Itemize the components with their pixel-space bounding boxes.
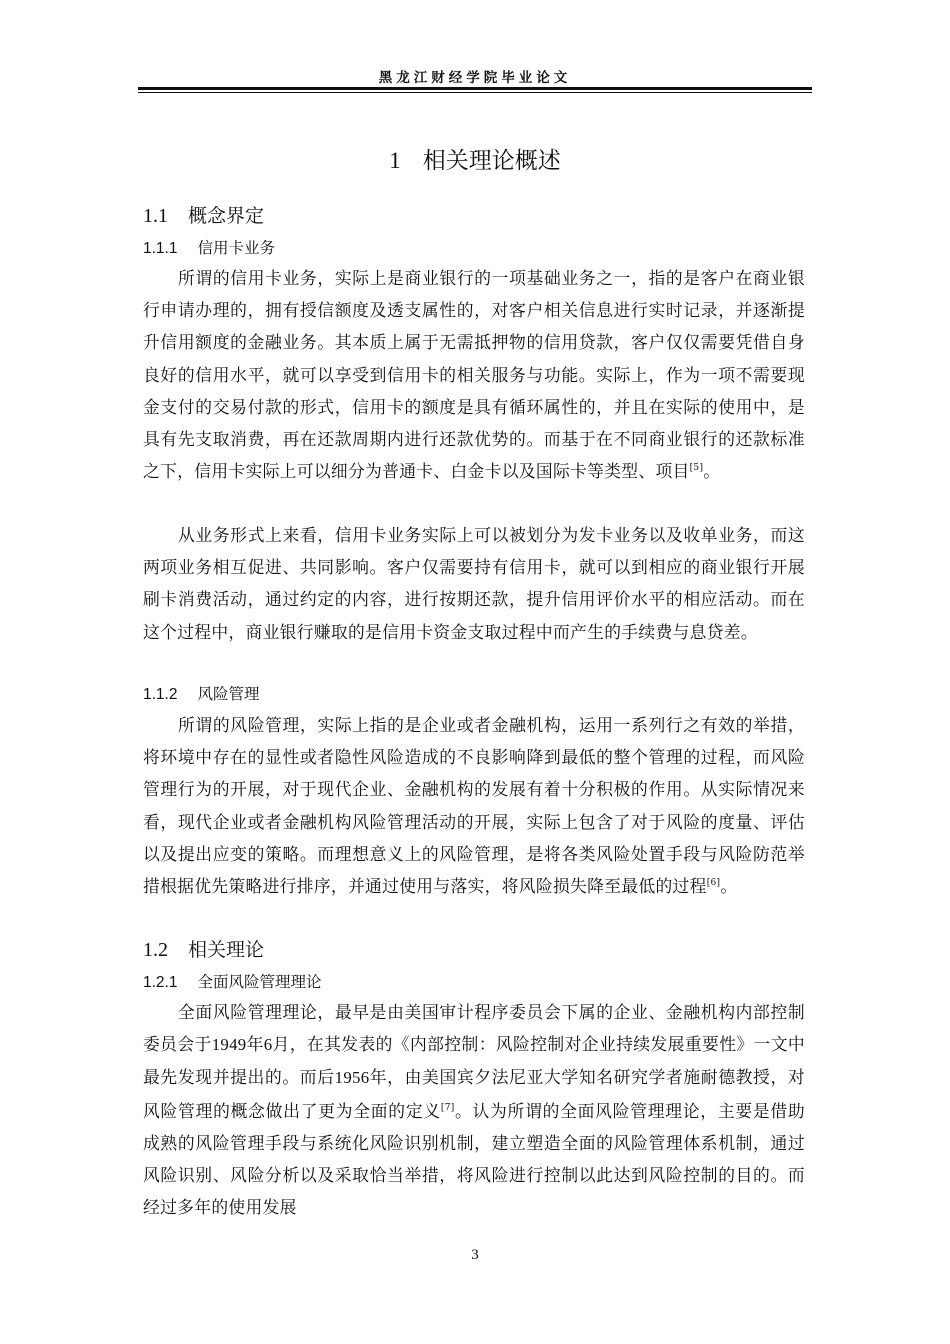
- paragraph-end: 。: [720, 876, 738, 897]
- paragraph-credit-card: [143, 262, 805, 487]
- paragraph-comprehensive-risk-theory: [143, 996, 805, 1223]
- page-number: 3: [471, 1247, 479, 1263]
- header-rule-thick: [138, 87, 812, 90]
- running-header: 黑龙江财经学院毕业论文: [378, 70, 572, 86]
- paragraph-text: 月，在其发表的《内部控制：风险控制对企业持续发展重要性》一文中最先发现并提出的。而后: [143, 1034, 805, 1088]
- subsection-title: 信用卡业务: [197, 239, 275, 257]
- subsection-heading-1-2-1: [143, 970, 322, 992]
- section-heading-1-1: [143, 201, 264, 228]
- paragraph-end: 。: [703, 461, 721, 482]
- subsection-number: 1.1.1: [143, 240, 178, 257]
- citation-ref: [7]: [440, 1102, 455, 1113]
- subsection-title: 全面风险管理理论: [197, 973, 322, 991]
- chapter-title: 相关理论概述: [422, 148, 561, 174]
- paragraph-text: 。认为所谓的全面风险管理理论，主要是借助成熟的风险管理手段与系统化风险识别机制，建立塑造全面的风险管理体系机制，通过风险识别、风险分析以及采取恰当举措，将风险进行控制以此达到风险控制的目的。而经过多年的使用发展: [143, 1100, 805, 1218]
- subsection-heading-1-1-2: [143, 682, 260, 704]
- section-heading-1-2: [143, 935, 264, 962]
- chapter-heading: [138, 142, 812, 175]
- subsection-title: 风险管理: [197, 685, 260, 703]
- year-value: 1956: [334, 1068, 370, 1088]
- paragraph-text: 全面风险管理理论，最早是由美国审计程序委员会下属的企业、金融机构内部控制委员会于: [143, 1002, 805, 1055]
- paragraph-text: 所谓的风险管理，实际上指的是企业或者金融机构，运用一系列行之有效的举措，将环境中存在的显性或者隐性风险造成的不良影响降到最低的整个管理的过程，而风险管理行为的开展，对于现代企业、金融机构的发展有着十分积极的作用。从实际情况来看，现代企业或者金融机构风险管理活动的开展，实际上包含了对于风险的度量、评估以及提出应变的策略。而理想意义上的风险管理，是将各类风险处置手段与风险防范举措根据优先策略进行排序，并通过使用与落实，将风险损失降至最低的过程: [143, 715, 805, 897]
- paragraph-risk-management: [143, 709, 805, 902]
- citation-ref: [5]: [689, 463, 704, 474]
- section-number: 1.2: [143, 939, 168, 961]
- paragraph-text: 年: [246, 1034, 264, 1055]
- paragraph-text: 年，由美国宾夕法尼亚大学知名研究学者施耐德教授，对风险管理的概念做出了更为全面的定义: [143, 1067, 805, 1121]
- month-value: 6: [263, 1035, 273, 1055]
- section-number: 1.1: [143, 205, 168, 227]
- subsection-number: 1.2.1: [143, 974, 178, 991]
- section-title: 概念界定: [188, 205, 265, 227]
- paragraph-text: 所谓的信用卡业务，实际上是商业银行的一项基础业务之一，指的是客户在商业银行申请办理的，拥有授信额度及透支属性的，对客户相关信息进行实时记录，并逐渐提升信用额度的金融业务。其本质上属于无需抵押物的信用贷款，客户仅仅需要凭借自身良好的信用水平，就可以享受到信用卡的相关服务与功能。实际上，作为一项不需要现金支付的交易付款的形式，信用卡的额度是具有循环属性的，并且在实际的使用中，是具有先支取消费，再在还款周期内进行还款优势的。而基于在不同商业银行的还款标准之下，信用卡实际上可以细分为普通卡、白金卡以及国际卡等类型、项目: [143, 268, 805, 482]
- subsection-heading-1-1-1: [143, 236, 275, 258]
- year-value: 1949: [211, 1035, 247, 1055]
- section-title: 相关理论: [188, 939, 265, 961]
- paragraph-business-forms: [143, 519, 805, 648]
- citation-ref: [6]: [706, 878, 721, 889]
- paragraph-text: 从业务形式上来看，信用卡业务实际上可以被划分为发卡业务以及收单业务，而这两项业务相互促进、共同影响。客户仅需要持有信用卡，就可以到相应的商业银行开展刷卡消费活动，通过约定的内容，进行按期还款，提升信用评价水平的相应活动。而在这个过程中，商业银行赚取的是信用卡资金支取过程中而产生的手续费与息贷差。: [143, 525, 805, 642]
- chapter-number: 1: [389, 148, 401, 173]
- subsection-number: 1.1.2: [143, 686, 178, 703]
- header-rule-thin: [138, 92, 812, 93]
